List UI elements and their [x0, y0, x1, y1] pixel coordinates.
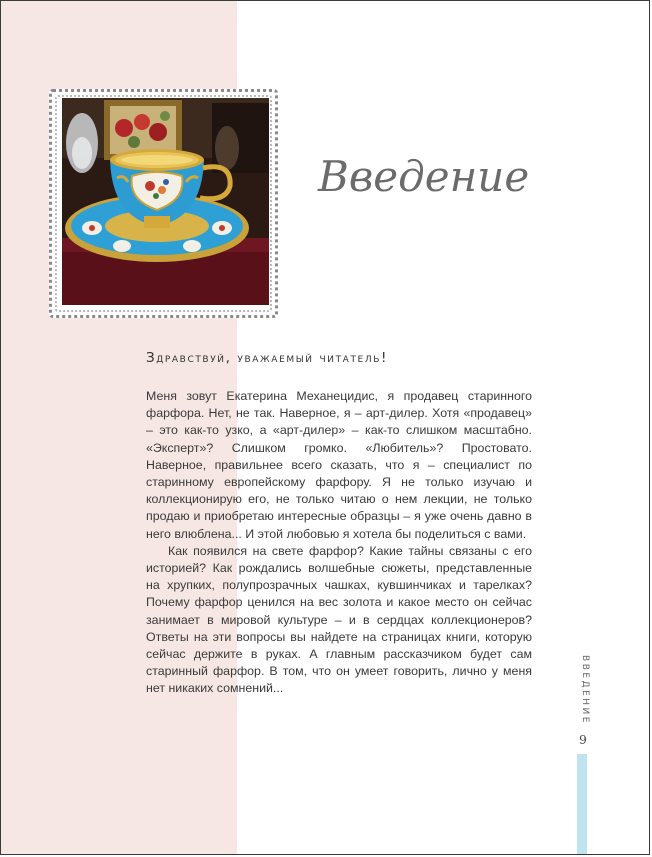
page-number: 9	[579, 733, 587, 747]
running-head	[565, 650, 605, 730]
body-text	[146, 388, 532, 698]
greeting-subheading: Здравствуй, уважаемый читатель!	[146, 350, 388, 366]
photo-frame	[49, 89, 278, 318]
chapter-heading: Введение	[318, 152, 530, 201]
running-head-label: ВВЕДЕНИЕ	[580, 655, 591, 725]
page-edge-marker	[577, 754, 587, 854]
paragraph: Меня зовут Екатерина Механецидис, я продавец старинного фарфора. Нет, не так. Наверное, я – арт-дилер. Хотя «продавец» – это как-то узко, а «арт-дилер» – как-то слишком масштабно. «Эксперт»? Слишком громко. «Любитель»? Простовато. Наверное, правильнее всего сказать, что я – специалист по старинному европейскому фарфору. Я не только изучаю и коллекционирую его, не только читаю о нем лекции, не только продаю и приобретаю интересные образцы – я уже очень давно в него влюблена... И этой любовью я хотела бы поделиться с вами.	[146, 389, 532, 541]
teacup-photo	[62, 98, 269, 305]
paragraph: Как появился на свете фарфор? Какие тайны связаны с его историей? Как рождались волшебные сюжеты, представленные на хрупких, полупрозрачных чашках, кувшинчиках и тарелках? Почему фарфор ценился на вес золота и какое место он сейчас занимает в мировой культуре – и в сердцах коллекционеров? Ответы на эти вопросы вы найдете на страницах книги, которую сейчас держите в руках. А главным рассказчиком будет сам старинный фарфор. В том, что он умеет говорить, лично у меня нет никаких сомнений...	[146, 543, 532, 696]
